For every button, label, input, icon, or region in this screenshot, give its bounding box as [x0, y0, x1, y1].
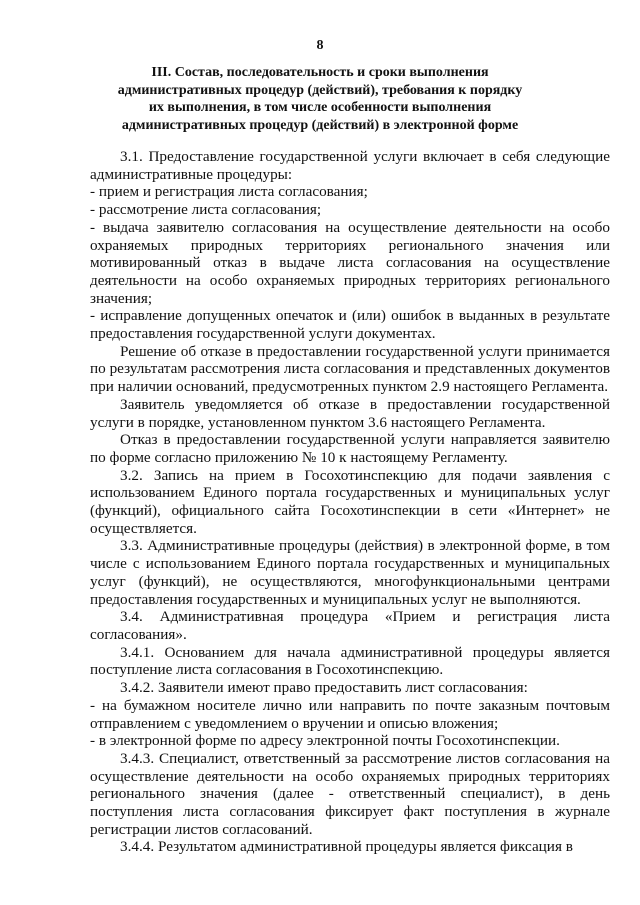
document-body — [90, 148, 610, 856]
section-heading — [90, 64, 550, 134]
paragraph: 3.3. Административные процедуры (действия) в электронной форме, в том числе с использованием Единого портала государственных и муниципальных услуг (функций), не осуществляются, многофункциональными центрами предоставления государственных и муниципальных услуг не выполняются. — [90, 537, 610, 608]
heading-line: административных процедур (действий), требования к порядку — [117, 82, 523, 98]
paragraph: 3.4.3. Специалист, ответственный за рассмотрение листов согласования на осуществление деятельности на особо охраняемых природных территориях регионального значения (далее - ответственный специалист), в день поступления листа согласования фиксирует факт поступления в журнале регистрации листов согласований. — [90, 749, 610, 838]
list-item: - на бумажном носителе лично или направить по почте заказным почтовым отправлением с уведомлением о вручении и описью вложения; — [90, 696, 610, 732]
heading-line: III. Состав, последовательность и сроки выполнения — [151, 65, 489, 80]
heading-line: их выполнения, в том числе особенности выполнения — [148, 100, 492, 115]
paragraph: Заявитель уведомляется об отказе в предоставлении государственной услуги в порядке, установленном пунктом 3.6 настоящего Регламента. — [90, 395, 610, 431]
list-item: - исправление допущенных опечаток и (или) ошибок в выданных в результате предоставления государственной услуги документах. — [90, 307, 610, 343]
heading-line: административных процедур (действий) в электронной форме — [121, 117, 519, 133]
list-item: - в электронной форме по адресу электронной почты Госохотинспекции. — [90, 732, 560, 750]
paragraph: 3.4. Административная процедура «Прием и регистрация листа согласования». — [90, 608, 610, 643]
paragraph: 3.1. Предоставление государственной услуги включает в себя следующие административные процедуры: — [90, 148, 610, 183]
paragraph: 3.4.2. Заявители имеют право предоставить лист согласования: — [120, 679, 528, 697]
paragraph: Отказ в предоставлении государственной услуги направляется заявителю по форме согласно приложению № 10 к настоящему Регламенту. — [90, 431, 610, 466]
list-item: - рассмотрение листа согласования; — [90, 201, 322, 219]
list-item: - прием и регистрация листа согласования; — [90, 183, 368, 201]
paragraph: Решение об отказе в предоставлении государственной услуги принимается по результатам рассмотрения листа согласования и представленных документов при наличии оснований, предусмотренных пунктом 2.9 настоящего Регламента. — [90, 342, 610, 396]
paragraph: 3.4.4. Результатом административной процедуры является фиксация в — [120, 838, 573, 856]
page-number: 8 — [316, 38, 324, 53]
paragraph: 3.2. Запись на прием в Госохотинспекцию для подачи заявления с использованием Единого портала государственных и муниципальных услуг (функций), официального сайта Госохотинспекции в сети «Интернет» не осуществляется. — [90, 466, 610, 537]
paragraph: 3.4.1. Основанием для начала административной процедуры является поступление листа согласования в Госохотинспекцию. — [90, 643, 610, 679]
list-item: - выдача заявителю согласования на осуществление деятельности на особо охраняемых природных территориях регионального значения или мотивированный отказ в выдаче листа согласования на осуществление деятельности на особо охраняемых природных территориях регионального значения; — [90, 218, 610, 307]
